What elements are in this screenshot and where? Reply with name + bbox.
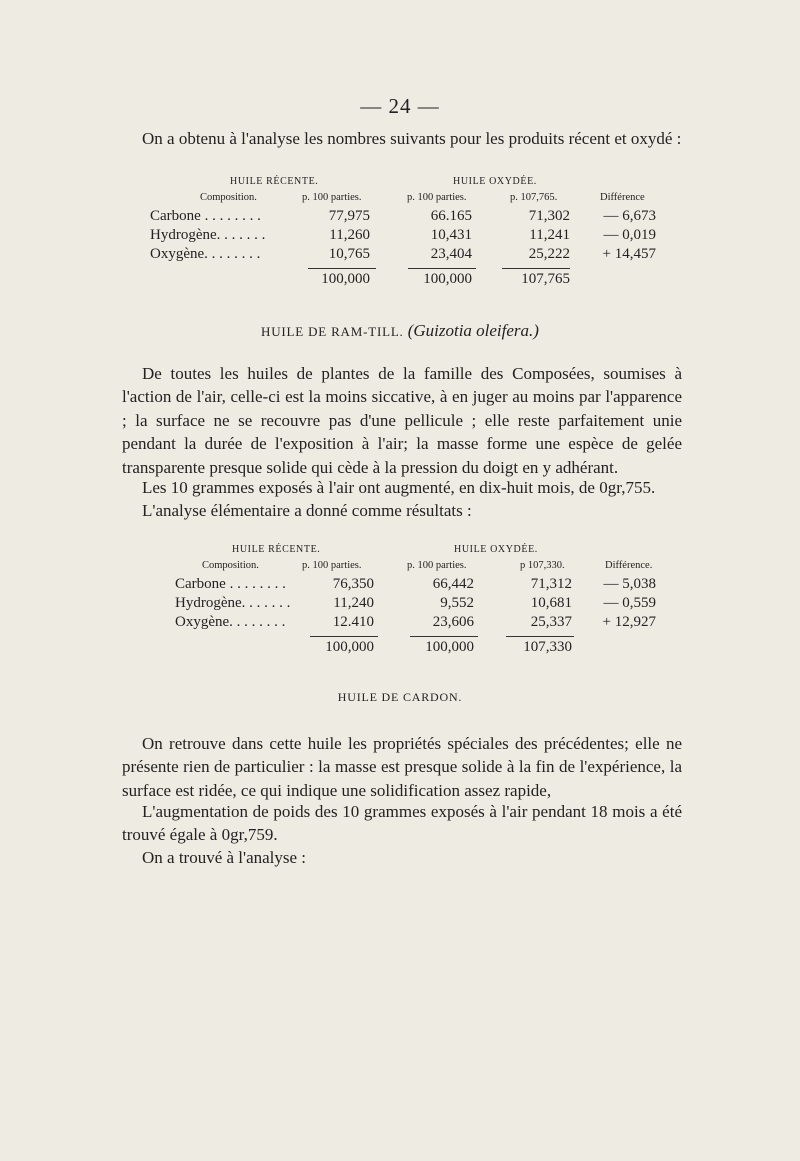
row-value-recente: 77,975 xyxy=(328,208,370,224)
table-subheader-row xyxy=(140,560,700,576)
row-value-oxydee: 9,552 xyxy=(440,595,474,611)
row-value-oxydee: 10,431 xyxy=(430,227,472,243)
cardon-weight-gain: L'augmentation de poids des 10 grammes exposés à l'air pendant 18 mois a été trouvé égale à 0gr,759. xyxy=(122,802,682,845)
row-difference: + 12,927 xyxy=(602,614,656,630)
total-recente: 100,000 xyxy=(325,639,374,655)
heading-ram-till-title: HUILE DE RAM-TILL. xyxy=(261,324,404,339)
row-value-recente: 11,240 xyxy=(333,595,374,611)
total-rule xyxy=(310,636,378,637)
subheader-p100-oxydee: p. 100 parties. xyxy=(407,560,467,571)
header-huile-oxydee: HUILE OXYDÉE. xyxy=(454,544,538,555)
table-row xyxy=(140,614,700,633)
total-oxydee: 100,000 xyxy=(425,639,474,655)
cardon-description: On retrouve dans cette huile les propriétés spéciales des précédentes; elle ne présente rien de particulier : la masse est presque solide à la fin de l'expérience, la surface est ridée, ce qui indique une solidification assez rapide, xyxy=(122,734,682,800)
intro-paragraph: On a obtenu à l'analyse les nombres suivants pour les produits récent et oxydé : xyxy=(142,129,682,148)
total-rule xyxy=(410,636,478,637)
total-oxydee: 100,000 xyxy=(423,271,472,287)
subheader-difference: Différence. xyxy=(605,560,653,571)
row-value-recente: 11,260 xyxy=(329,227,370,243)
section-heading-cardon: HUILE DE CARDON. xyxy=(337,690,463,704)
table-row xyxy=(140,595,700,614)
subheader-p100-oxydee: p. 100 parties. xyxy=(407,192,467,203)
header-huile-recente: HUILE RÉCENTE. xyxy=(230,176,319,187)
row-element: Hydrogène. . . . . . . xyxy=(175,595,291,611)
row-value-p107: 25,337 xyxy=(530,614,572,630)
ram-till-weight-gain: Les 10 grammes exposés à l'air ont augmenté, en dix-huit mois, de 0gr,755. xyxy=(142,478,656,497)
table-row xyxy=(140,246,700,265)
header-huile-recente: HUILE RÉCENTE. xyxy=(232,544,321,555)
final-analysis-intro: On a trouvé à l'analyse : xyxy=(142,848,307,867)
subheader-composition: Composition. xyxy=(200,192,257,203)
row-difference: — 0,019 xyxy=(603,227,656,243)
row-value-recente: 12.410 xyxy=(332,614,374,630)
row-element: Oxygène. . . . . . . . xyxy=(150,246,261,262)
row-difference: — 6,673 xyxy=(603,208,656,224)
row-difference: — 5,038 xyxy=(603,576,656,592)
total-recente: 100,000 xyxy=(321,271,370,287)
row-value-p107: 25,222 xyxy=(528,246,570,262)
header-huile-oxydee: HUILE OXYDÉE. xyxy=(453,176,537,187)
row-value-oxydee: 23,606 xyxy=(432,614,474,630)
subheader-difference: Différence xyxy=(600,192,645,203)
row-value-recente: 76,350 xyxy=(332,576,374,592)
table-row xyxy=(140,227,700,246)
row-value-p107: 10,681 xyxy=(530,595,572,611)
total-rule xyxy=(308,268,376,269)
table-row xyxy=(140,576,700,595)
analysis-table-1 xyxy=(140,176,700,287)
table-header-row xyxy=(140,176,700,192)
heading-ram-till-latin: (Guizotia oleifera.) xyxy=(407,321,539,340)
row-difference: + 14,457 xyxy=(602,246,656,262)
row-value-p107: 71,302 xyxy=(528,208,570,224)
total-p107: 107,765 xyxy=(521,271,570,287)
subheader-p107: p. 107,765. xyxy=(510,192,558,203)
row-value-oxydee: 23,404 xyxy=(430,246,472,262)
total-rule xyxy=(506,636,574,637)
section-heading-ram-till xyxy=(0,321,800,341)
total-rule xyxy=(408,268,476,269)
analysis-table-2 xyxy=(140,544,700,655)
row-element: Carbone . . . . . . . . xyxy=(175,576,286,592)
row-difference: — 0,559 xyxy=(603,595,656,611)
row-element: Hydrogène. . . . . . . xyxy=(150,227,266,243)
subheader-p100-recente: p. 100 parties. xyxy=(302,192,362,203)
row-value-oxydee: 66,442 xyxy=(432,576,474,592)
table-subheader-row xyxy=(140,192,700,208)
row-value-oxydee: 66.165 xyxy=(430,208,472,224)
row-value-p107: 11,241 xyxy=(529,227,570,243)
row-value-recente: 10,765 xyxy=(328,246,370,262)
row-element: Oxygène. . . . . . . . xyxy=(175,614,286,630)
total-rule xyxy=(502,268,570,269)
subheader-p107: p 107,330. xyxy=(520,560,565,571)
row-element: Carbone . . . . . . . . xyxy=(150,208,261,224)
table-row xyxy=(140,208,700,227)
row-value-p107: 71,312 xyxy=(530,576,572,592)
subheader-p100-recente: p. 100 parties. xyxy=(302,560,362,571)
table-header-row xyxy=(140,544,700,560)
page-number: — 24 — xyxy=(360,94,440,118)
table-total-row xyxy=(140,265,700,287)
subheader-composition: Composition. xyxy=(202,560,259,571)
ram-till-description: De toutes les huiles de plantes de la famille des Composées, soumises à l'action de l'air, celle-ci est la moins siccative, à en juger au moins par l'apparence ; la surface ne se recouvre pas d'une pellicule ; elle reste parfaitement unie pendant la durée de l'exposition à l'air; la masse forme une espèce de gelée transparente presque solide qui cède à la pression du doigt en y adhérant. xyxy=(122,364,682,477)
table-total-row xyxy=(140,633,700,655)
analysis-intro: L'analyse élémentaire a donné comme résultats : xyxy=(142,501,472,520)
total-p107: 107,330 xyxy=(523,639,572,655)
